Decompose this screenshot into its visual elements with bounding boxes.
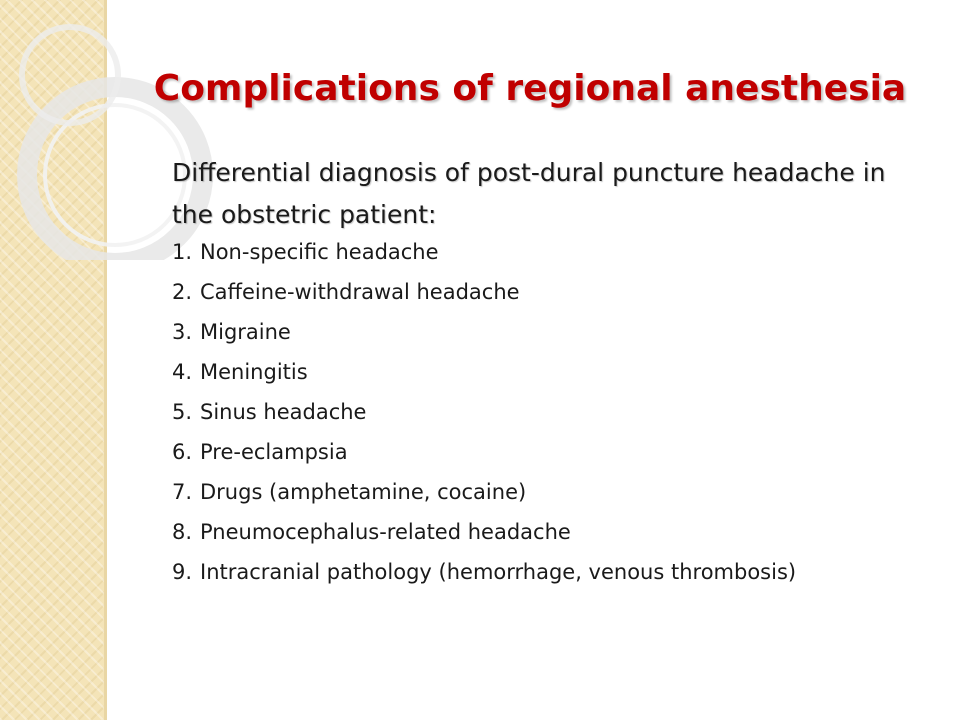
list-item-number: 5. (172, 400, 193, 424)
list-item (172, 280, 892, 304)
list-item-number: 2. (172, 280, 193, 304)
list-item-text: Migraine (200, 320, 291, 344)
list-item (172, 520, 892, 544)
list-item (172, 320, 892, 344)
list-item (172, 400, 892, 424)
list-item (172, 480, 892, 504)
list-item-text: Drugs (amphetamine, cocaine) (200, 480, 527, 504)
list-item-number: 3. (172, 320, 193, 344)
list-item-number: 9. (172, 560, 193, 584)
list-item-number: 4. (172, 360, 193, 384)
list-item-number: 1. (172, 240, 193, 264)
list-item (172, 560, 892, 584)
list-item-text: Pneumocephalus-related headache (200, 520, 571, 544)
list-item-number: 6. (172, 440, 193, 464)
list-item-number: 8. (172, 520, 193, 544)
list-item-text: Non-specific headache (200, 240, 439, 264)
slide-subtitle: Differential diagnosis of post-dural puncture headache in the obstetric patient: (172, 158, 886, 229)
list-item-text: Sinus headache (200, 400, 367, 424)
list-item (172, 360, 892, 384)
diagnosis-list (172, 240, 892, 600)
list-item-number: 7. (172, 480, 193, 504)
list-item-text: Intracranial pathology (hemorrhage, venous thrombosis) (200, 560, 797, 584)
list-item-text: Meningitis (200, 360, 308, 384)
list-item-text: Caffeine-withdrawal headache (200, 280, 520, 304)
list-item (172, 240, 892, 264)
slide-title: Complications of regional anesthesia (153, 68, 907, 109)
list-item (172, 440, 892, 464)
list-item-text: Pre-eclampsia (200, 440, 348, 464)
